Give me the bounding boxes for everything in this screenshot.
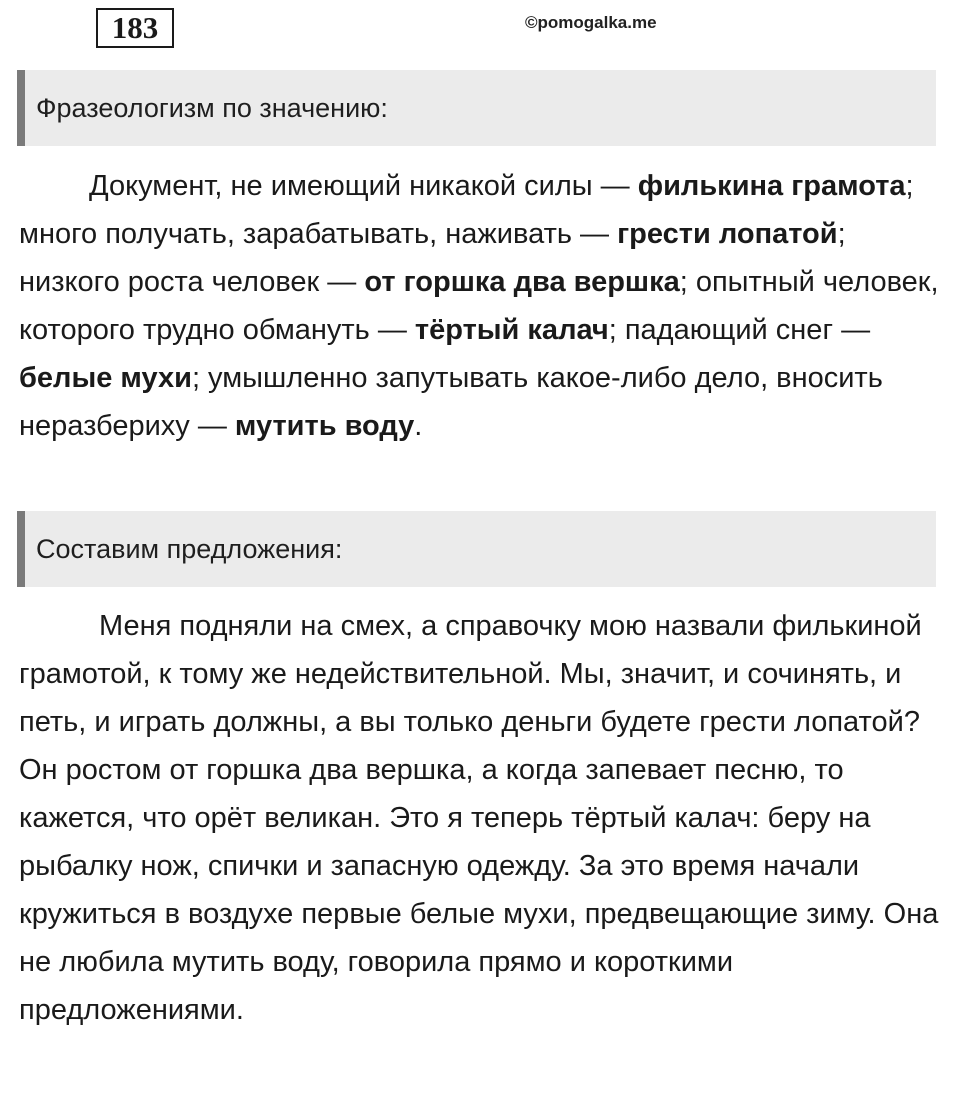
text-segment: Документ, не имеющий никакой силы — bbox=[89, 170, 638, 202]
phraseologism-belye-mukhi: белые мухи bbox=[19, 362, 192, 394]
phraseologism-filkina-gramota: филькина грамота bbox=[637, 170, 906, 202]
text-segment: ; низкого роста человек — bbox=[19, 218, 846, 298]
text-segment: ; много получать, зарабатывать, наживать — bbox=[19, 170, 914, 250]
phraseologism-ot-gorshka-dva-vershka: от горшка два вершка bbox=[364, 266, 680, 298]
phraseologism-gresti-lopatoy: грести лопатой bbox=[617, 218, 838, 250]
example-sentences-paragraph: Меня подняли на смех, а справочку мою назвали филькиной грамотой, к тому же недействительной. Мы, значит, и сочинять, и петь, и играть должны, а вы только деньги будете грести лопатой? Он ростом от горшка два вершка, а когда запевает песню, то кажется, что орёт великан. Это я теперь тёртый калач: беру на рыбалку нож, спички и запасную одежду. За это время начали кружиться в воздухе первые белые мухи, предвещающие зиму. Она не любила мутить воду, говорила прямо и короткими предложениями. bbox=[19, 610, 939, 1026]
section-header-meaning-label: Фразеологизм по значению: bbox=[36, 92, 388, 123]
watermark-text: ©pomogalka.me bbox=[525, 13, 657, 32]
text-segment: ; умышленно запутывать какое-либо дело, вносить неразбериху — bbox=[19, 362, 883, 442]
phraseologism-tyortyy-kalach: тёртый калач bbox=[414, 314, 609, 346]
page-number: 183 bbox=[96, 8, 174, 48]
section-header-sentences-label: Составим предложения: bbox=[36, 533, 343, 564]
section-header-meaning bbox=[17, 70, 936, 146]
phraseology-meanings-paragraph bbox=[19, 162, 943, 450]
text-segment: ; опытный человек, которого трудно обмануть — bbox=[19, 266, 939, 346]
section-header-sentences bbox=[17, 511, 936, 587]
phraseologism-mutit-vodu: мутить воду bbox=[234, 410, 415, 442]
text-segment: . bbox=[414, 410, 423, 442]
text-segment: ; падающий снег — bbox=[608, 314, 871, 346]
